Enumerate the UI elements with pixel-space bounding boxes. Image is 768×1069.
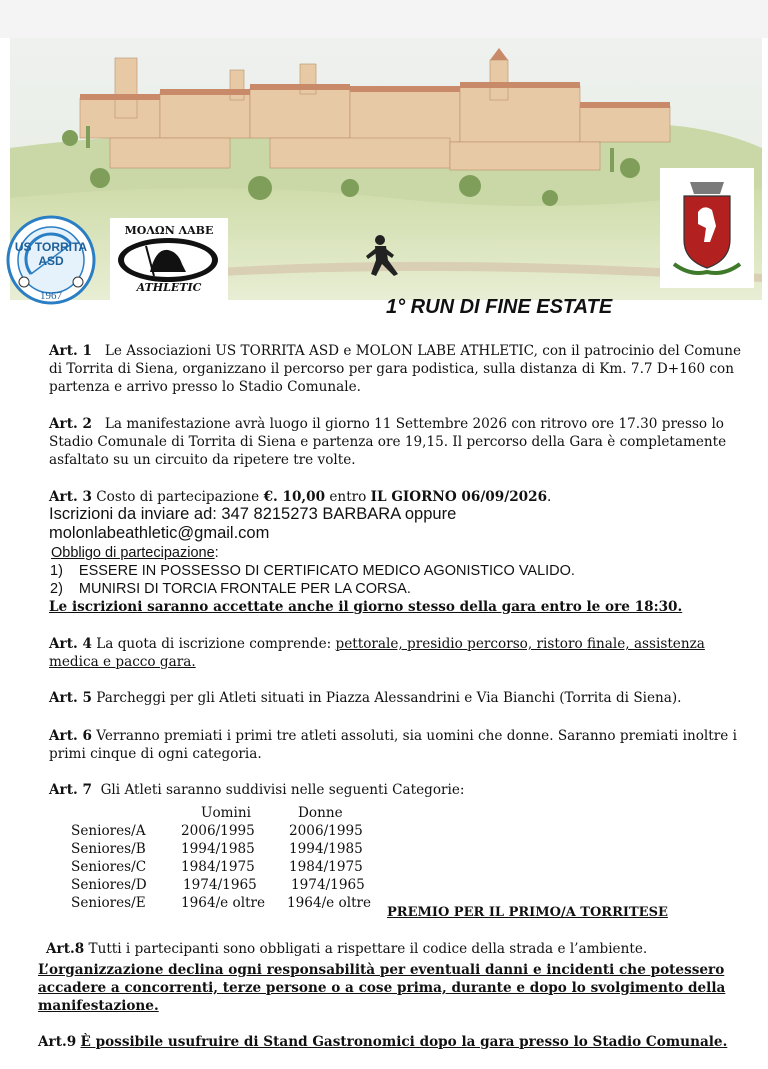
art8-bold-line1: L’organizzazione declina ogni responsabilità per eventuali danni e incidenti che potessero [38, 962, 725, 978]
art6-label: Art. 6 [49, 728, 92, 744]
art3-label: Art. 3 [49, 489, 92, 505]
col-header-uomini: Uomini [201, 805, 251, 821]
art6-line1 [49, 727, 737, 745]
top-bar [0, 0, 768, 38]
art8-text: Tutti i partecipanti sono obbligati a rispettare il codice della strada e l’ambiente. [88, 941, 648, 957]
cat-row-c-donne: 1984/1975 [289, 859, 363, 875]
us-torrita-logo-text: US TORRITA ASD [14, 240, 88, 268]
cat-row-d-label: Seniores/D [71, 877, 147, 893]
art3-deadline: IL GIORNO 06/09/2026 [370, 489, 548, 505]
art2-line3: asfaltato su un circuito da ripetere tre volte. [49, 452, 356, 468]
art8-line [46, 940, 647, 958]
art3-cost-line [49, 488, 551, 506]
art7-line [49, 781, 465, 799]
art3-item-2 [50, 580, 411, 598]
art2-line1 [49, 415, 724, 433]
art7-label: Art. 7 [49, 782, 92, 798]
art5-text: Parcheggi per gli Atleti situati in Piazza Alessandrini e Via Bianchi (Torrita di Siena). [96, 690, 682, 706]
cat-row-e-label: Seniores/E [71, 895, 146, 911]
art9-label: Art.9 [38, 1034, 77, 1050]
art4-label: Art. 4 [49, 636, 92, 652]
art3-item-2-text: MUNIRSI DI TORCIA FRONTALE PER LA CORSA. [78, 581, 411, 597]
us-torrita-logo-year: 1967 [40, 290, 62, 302]
art3-cost-mid: entro [329, 489, 367, 505]
cat-row-d-uomini: 1974/1965 [183, 877, 257, 893]
art3-obbligo-colon: : [214, 545, 219, 561]
art9-line [38, 1033, 727, 1051]
art8-bold-line3: manifestazione. [38, 998, 159, 1014]
art2-text-1: La manifestazione avrà luogo il giorno 11 Settembre 2026 con ritrovo ore 17.30 presso lo [104, 416, 724, 432]
art9-text: È possibile usufruire di Stand Gastronomici dopo la gara presso lo Stadio Comunale. [80, 1034, 728, 1050]
spartan-icon [116, 236, 220, 284]
cat-row-a-donne: 2006/1995 [289, 823, 363, 839]
cat-row-c-uomini: 1984/1975 [181, 859, 255, 875]
art3-email[interactable]: molonlabeathletic@gmail.com [49, 524, 270, 542]
cat-row-e-uomini: 1964/e oltre [181, 895, 266, 911]
art1-line2: di Torrita di Siena, organizzano il percorso per gara podistica, sulla distanza di Km. 7.7 D+160 con [49, 361, 734, 377]
art5-label: Art. 5 [49, 690, 92, 706]
art3-note: Le iscrizioni saranno accettate anche il giorno stesso della gara entro le ore 18:30. [49, 599, 683, 615]
premio-torritese: PREMIO PER IL PRIMO/A TORRITESE [387, 905, 668, 920]
art3-obbligo-line [51, 544, 219, 562]
art3-cost-end: . [547, 489, 552, 505]
art4-underlined-1: pettorale, presidio percorso, ristoro finale, assistenza [335, 636, 705, 652]
art6-text-1: Verranno premiati i primi tre atleti assoluti, sia uomini che donne. Saranno premiati inoltre i [96, 728, 737, 744]
art6-line2: primi cinque di ogni categoria. [49, 746, 262, 762]
cat-row-b-donne: 1994/1985 [289, 841, 363, 857]
cat-row-b-label: Seniores/B [71, 841, 146, 857]
art8-label: Art.8 [46, 941, 85, 957]
page-title: 1° RUN DI FINE ESTATE [386, 296, 613, 318]
art3-obbligo-label: Obbligo di partecipazione [51, 545, 215, 561]
art1-label: Art. 1 [49, 343, 92, 359]
art2-line2: Stadio Comunale di Torrita di Siena e partenza ore 19,15. Il percorso della Gara è completamente [49, 434, 727, 450]
art3-iscrizioni-line: Iscrizioni da inviare ad: 347 8215273 BARBARA oppure [49, 505, 457, 523]
art3-item-1 [50, 562, 575, 580]
art4-line2: medica e pacco gara. [49, 654, 196, 670]
molon-labe-top-text: ΜΟΛΩΝ ΛΑΒΕ [124, 224, 214, 237]
art1-text-1: Le Associazioni US TORRITA ASD e MOLON LABE ATHLETIC, con il patrocinio del Comune [104, 343, 742, 359]
cat-row-a-label: Seniores/A [71, 823, 146, 839]
molon-labe-bottom-text: ATHLETIC [136, 281, 202, 294]
art3-item-1-text: ESSERE IN POSSESSO DI CERTIFICATO MEDICO AGONISTICO VALIDO. [78, 563, 575, 579]
art4-line1 [49, 635, 705, 653]
cat-row-c-label: Seniores/C [71, 859, 147, 875]
art2-label: Art. 2 [49, 416, 92, 432]
art3-item-2-num: 2) [50, 581, 63, 597]
art3-item-1-num: 1) [50, 563, 63, 579]
comune-crest-icon [660, 168, 754, 288]
art8-bold-line2: accadere a concorrenti, terze persone o a cose prima, durante e dopo lo svolgimento della [38, 980, 726, 996]
col-header-donne: Donne [298, 805, 343, 821]
cat-row-e-donne: 1964/e oltre [287, 895, 372, 911]
art5-line [49, 689, 682, 707]
art3-cost-value: €. 10,00 [263, 489, 326, 505]
art1-line3: partenza e arrivo presso lo Stadio Comunale. [49, 379, 361, 395]
cat-row-b-uomini: 1994/1985 [181, 841, 255, 857]
cat-row-a-uomini: 2006/1995 [181, 823, 255, 839]
art4-prefix: La quota di iscrizione comprende: [96, 636, 332, 652]
art3-cost-prefix: Costo di partecipazione [96, 489, 260, 505]
art1-line1 [49, 342, 741, 360]
art7-text: Gli Atleti saranno suddivisi nelle seguenti Categorie: [100, 782, 465, 798]
cat-row-d-donne: 1974/1965 [291, 877, 365, 893]
